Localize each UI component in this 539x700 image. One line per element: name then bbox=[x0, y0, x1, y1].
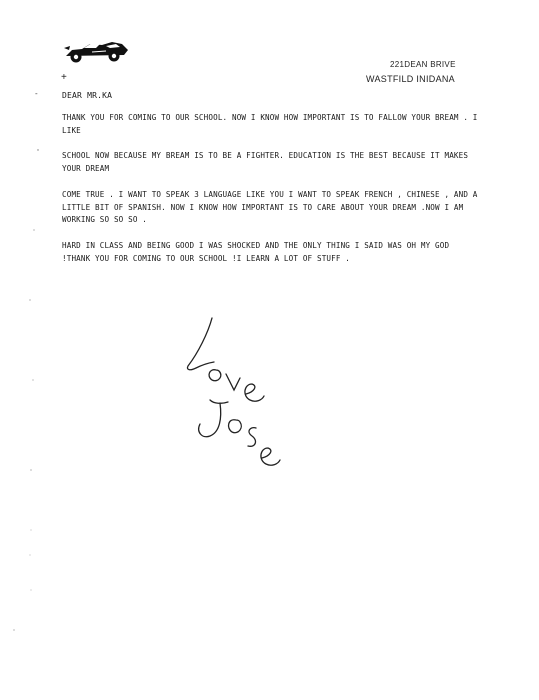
letter-paragraph-4: HARD IN CLASS AND BEING GOOD I WAS SHOCKED AND THE ONLY THING I SAID WAS OH MY GOD !THANK YOU FOR COMING TO OUR SCHOOL !I LEARN A LOT OF STUFF . bbox=[62, 241, 450, 263]
letter-paragraph-1: THANK YOU FOR COMING TO OUR SCHOOL. NOW I KNOW HOW IMPORTANT IS TO FALLOW YOUR BREAM . I LIKE bbox=[62, 113, 478, 135]
plus-mark: + bbox=[61, 72, 67, 83]
scan-speckle-margin bbox=[0, 0, 70, 700]
address-line-street: 221DEAN BRIVE bbox=[390, 60, 456, 69]
handwritten-signature bbox=[170, 308, 290, 478]
letter-paragraph-3: COME TRUE . I WANT TO SPEAK 3 LANGUAGE LIKE YOU I WANT TO SPEAK FRENCH , CHINESE , AND A LITTLE BIT OF SPANISH. NOW I KNOW HOW IMPORTANT IS TO CARE ABOUT YOUR DREAM .NOW I AM WORKING SO SO SO . bbox=[62, 190, 478, 224]
address-line-city: WASTFILD INIDANA bbox=[366, 74, 455, 84]
salutation: DEAR MR.KA bbox=[62, 91, 113, 100]
race-car-icon bbox=[62, 36, 132, 66]
letter-paragraph-2: SCHOOL NOW BECAUSE MY BREAM IS TO BE A FIGHTER. EDUCATION IS THE BEST BECAUSE IT MAKES YOUR DREAM bbox=[62, 151, 469, 173]
margin-mark: - bbox=[35, 89, 38, 98]
